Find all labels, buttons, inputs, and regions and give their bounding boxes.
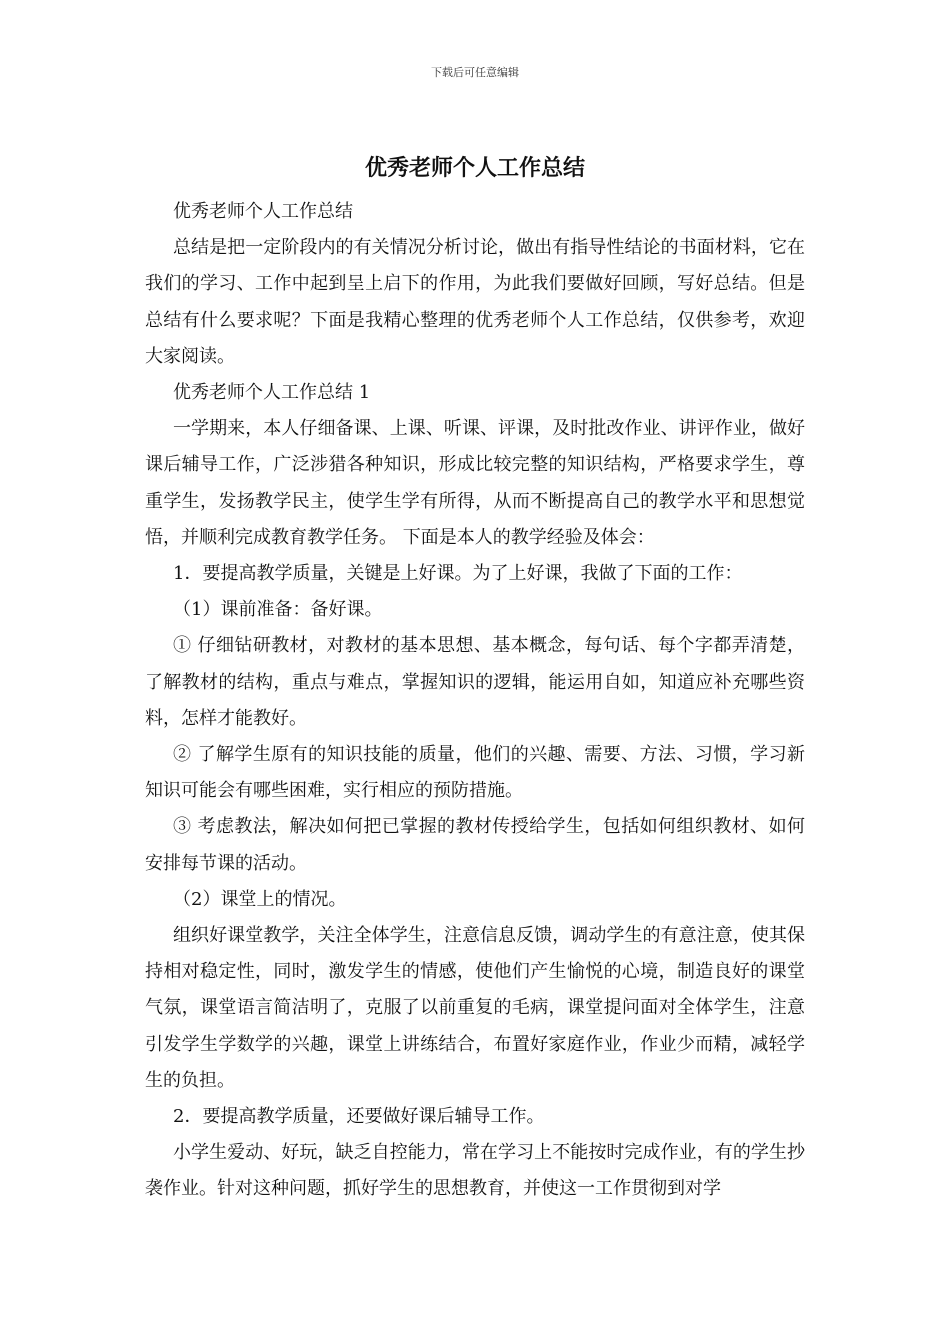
paragraph-intro: 总结是把一定阶段内的有关情况分析讨论，做出有指导性结论的书面材料，它在我们的学习、工作中起到呈上启下的作用，为此我们要做好回顾，写好总结。但是总结有什么要求呢？下面是我精心整理的优秀老师个人工作总结，仅供参考，欢迎大家阅读。: [145, 237, 805, 367]
document-title: 优秀老师个人工作总结: [364, 155, 585, 181]
paragraph: 小学生爱动、好玩，缺乏自控能力，常在学习上不能按时完成作业，有的学生抄袭作业。针对这种问题，抓好学生的思想教育，并使这一工作贯彻到对学: [145, 1142, 805, 1200]
paragraph: ① 仔细钻研教材，对教材的基本思想、基本概念，每句话、每个字都弄清楚，了解教材的结构，重点与难点，掌握知识的逻辑，能运用自如，知道应补充哪些资料，怎样才能教好。: [145, 635, 805, 729]
page-header-note: 下载后可任意编辑: [431, 66, 519, 79]
paragraph: 2．要提高教学质量，还要做好课后辅导工作。: [173, 1106, 545, 1128]
paragraph: （1）课前准备：备好课。: [173, 599, 383, 621]
paragraph: ③ 考虑教法，解决如何把已掌握的教材传授给学生，包括如何组织教材、如何安排每节课的活动。: [145, 816, 805, 874]
paragraph: 一学期来，本人仔细备课、上课、听课、评课，及时批改作业、讲评作业，做好课后辅导工作，广泛涉猎各种知识，形成比较完整的知识结构，严格要求学生，尊重学生，发扬教学民主，使学生学有所得，从而不断提高自己的教学水平和思想觉悟，并顺利完成教育教学任务。 下面是本人的教学经验及体会：: [145, 418, 805, 548]
paragraph-subtitle: 优秀老师个人工作总结: [173, 201, 353, 222]
paragraph: 组织好课堂教学，关注全体学生，注意信息反馈，调动学生的有意注意，使其保持相对稳定性，同时，激发学生的情感，使他们产生愉悦的心境，制造良好的课堂气氛，课堂语言简洁明了，克服了以前重复的毛病，课堂提问面对全体学生，注意引发学生学数学的兴趣，课堂上讲练结合，布置好家庭作业，作业少而精，减轻学生的负担。: [145, 925, 805, 1091]
document-body: [145, 194, 805, 1208]
paragraph-section-heading: 优秀老师个人工作总结 1: [173, 382, 371, 404]
paragraph: 1．要提高教学质量，关键是上好课。为了上好课，我做了下面的工作：: [173, 563, 743, 585]
paragraph: ② 了解学生原有的知识技能的质量，他们的兴趣、需要、方法、习惯，学习新知识可能会有哪些困难，实行相应的预防措施。: [145, 744, 805, 802]
paragraph: （2）课堂上的情况。: [173, 888, 347, 910]
